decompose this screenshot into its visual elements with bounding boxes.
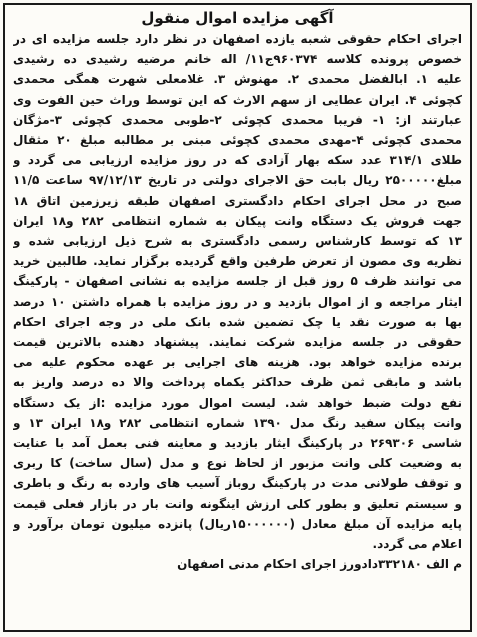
notice-title: آگهی مزایده اموال منقول <box>141 9 334 27</box>
notice-line: نظریه وی مصون از تعرض طرفین واقع گردیده برگزار نماید. طالبین خرید <box>13 254 462 269</box>
notice-line: شاسی ۲۶۹۳۰۶ در پارکینگ ایثار بازدید و معاینه فنی بعمل آمد با عنایت <box>13 436 462 451</box>
notice-line: کچوئی ۴. ایران عطایی از سهم الارث که این توسط وراث حین الفوت وی <box>13 92 462 107</box>
notice-line: محمدی کچوئی ۴-مهدی محمدی کچوئی مبنی بر مطالبه مبلغ ۲۰ مثقال <box>13 133 462 148</box>
notice-line: اعلام می گردد. <box>372 537 462 552</box>
notice-line: صبح در محل اجرای احکام دادگستری اصفهان طبقه زیرزمین اتاق ۱۸ <box>13 193 462 208</box>
notice-line: ۱۳ که توسط کارشناس رسمی دادگستری به شرح ذیل ارزیابی شده و <box>13 234 462 249</box>
notice-line: بها به صورت نقد یا چک تضمین شده بانک ملی در وجه اجرای احکام <box>13 314 462 329</box>
notice-footer: م الف ۳۳۲۱۸۰دادورز اجرای احکام مدنی اصفهان <box>177 557 462 572</box>
notice-line: نفع دولت ضبط خواهد شد. لیست اموال مورد مزایده :از یک دستگاه <box>13 395 462 410</box>
notice-line: حقوقی در جلسه مزایده شرکت نمایند. پیشنهاد دهنده بالاترین قیمت <box>13 335 462 350</box>
notice-line: می توانند ظرف ۵ روز قبل از جلسه مزایده به نشانی اصفهان - پارکینگ <box>13 274 462 289</box>
notice-line: ایثار مراجعه و از اموال بازدید و در روز مزایده با همراه داشتن ۱۰ درصد <box>13 294 462 309</box>
notice-line: جهت فروش یک دستگاه وانت پیکان به شماره انتظامی ۲۸۲ و۱۸ ایران <box>13 213 462 228</box>
notice-line: طلای ۳۱۴/۱ عدد سکه بهار آزادی که در روز مزایده ارزیابی می گردد و <box>13 153 462 168</box>
notice-line: و سیستم تعلیق و بطور کلی ارزش اینگونه وانت بار در بازار فعلی قیمت <box>13 496 462 511</box>
notice-line: اجرای احکام حقوقی شعبه یازده اصفهان در نظر دارد جلسه مزایده ای در <box>13 32 462 46</box>
notice-line: پایه مزایده آن مبلغ معادل (۱۵۰۰۰۰۰۰ریال) پانزده میلیون تومان برآورد و <box>13 516 462 531</box>
auction-notice <box>3 3 472 632</box>
notice-line: خصوص پرونده کلاسه ۹۶۰۳۷۴ج۱۱/ اله خانم مرضیه رشیدی ده رشیدی <box>13 52 462 67</box>
notice-line: مبلغ۲۵۰۰۰۰۰ ریال بابت حق الاجرای دولتی در تاریخ ۹۷/۱۲/۱۳ ساعت ۱۱/۵ <box>13 173 462 188</box>
notice-line: باشد و مابقی ثمن ظرف حداکثر یکماه پرداخت والا ده درصد واریز به <box>13 375 462 390</box>
notice-line: برنده مزایده خواهد بود. هزینه های اجرایی بر عهده محکوم علیه می <box>13 355 462 370</box>
notice-line: عبارتند از: ۱- فریبا محمدی کچوئی ۲-طوبی محمدی کچوئی ۳-مژگان <box>13 112 462 127</box>
notice-line: به وضعیت کلی وانت مزبور از لحاظ نوع و مدل (سال ساخت) کا ربری <box>13 456 462 471</box>
notice-line: علیه ۱. ابالفضل محمدی ۲. مهنوش ۳. غلامعلی شهرت همگی محمدی <box>13 72 462 87</box>
notice-line: و توقف طولانی مدت در پارکینگ روباز آسیب های وارده به رنگ و باطری <box>13 476 462 491</box>
notice-body <box>5 29 470 554</box>
notice-line: وانت پیکان سفید رنگ مدل ۱۳۹۰ شماره انتظامی ۲۸۲ و۱۸ ایران ۱۳ و <box>13 415 462 430</box>
